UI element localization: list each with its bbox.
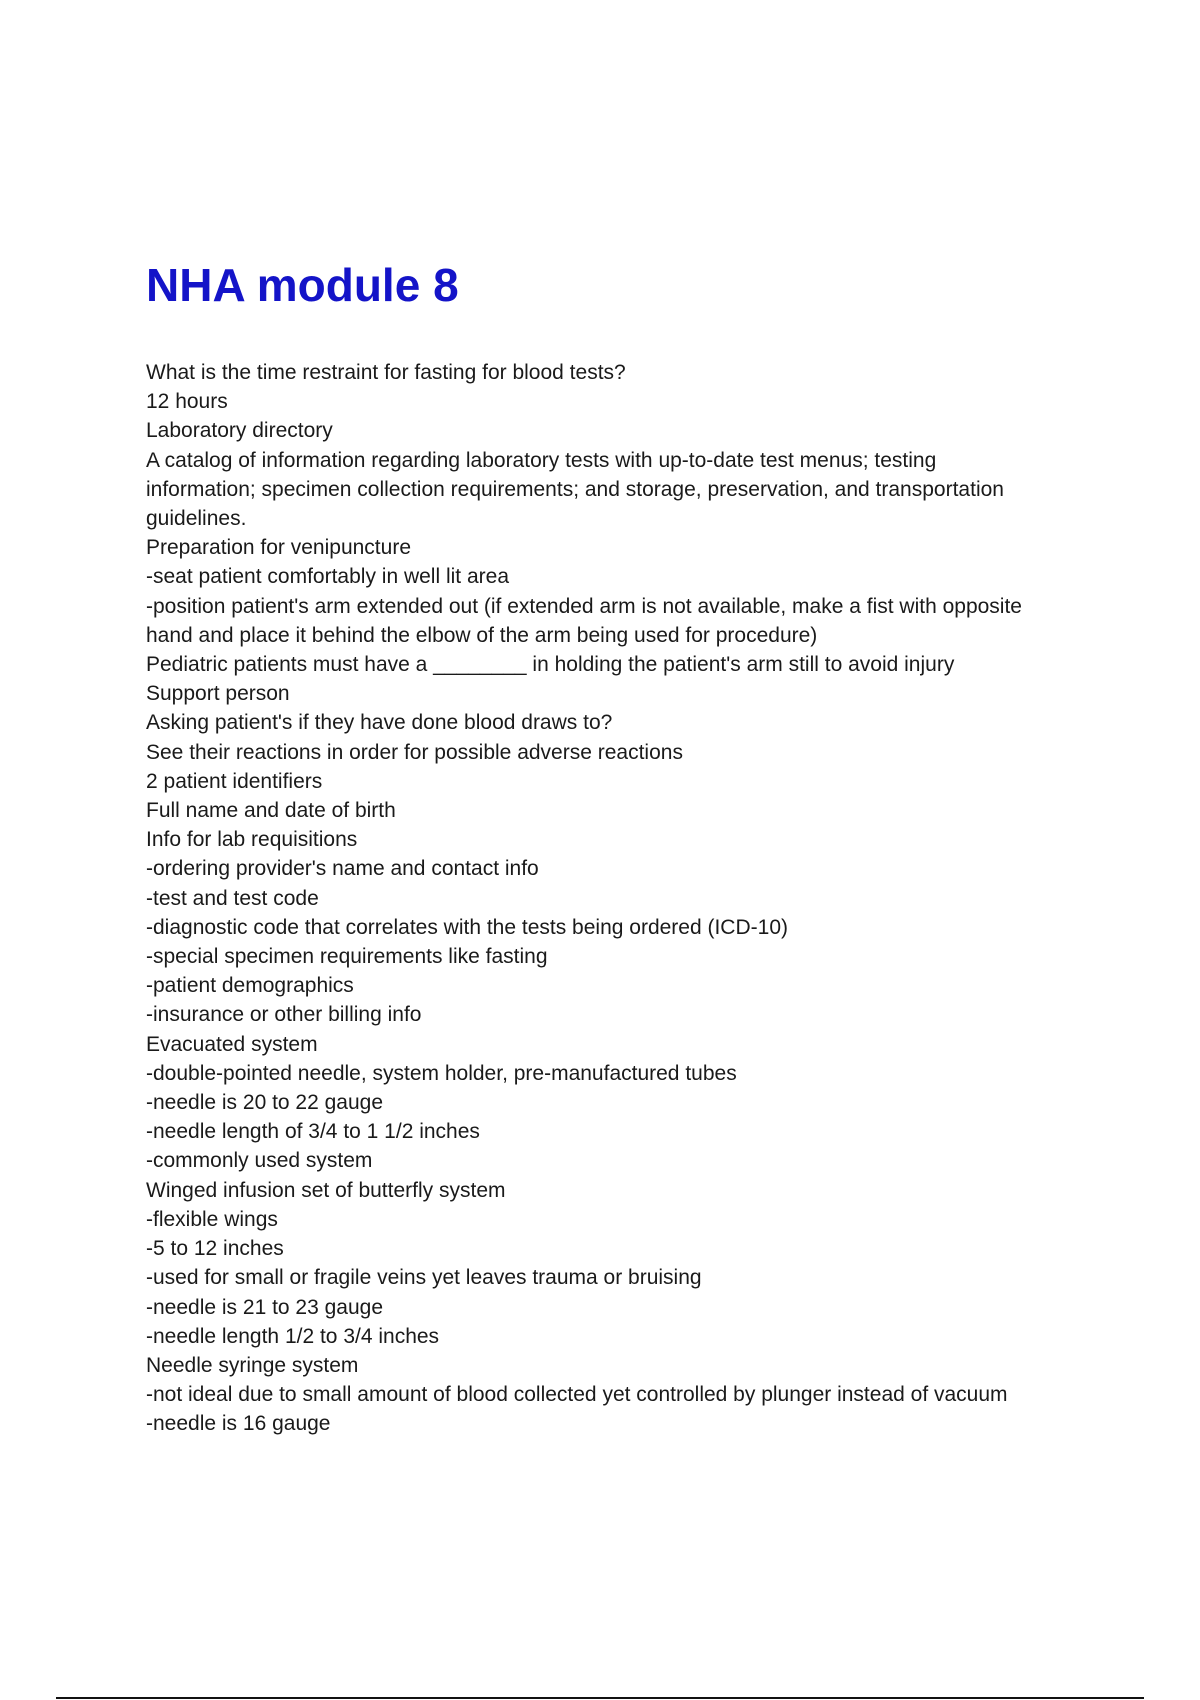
body-line: -not ideal due to small amount of blood collected yet controlled by plunger instead of vacuum [146, 1383, 1008, 1407]
document-title: NHA module 8 [146, 259, 459, 311]
body-line: -insurance or other billing info [146, 1003, 422, 1027]
body-line: -double-pointed needle, system holder, pre-manufactured tubes [146, 1061, 737, 1085]
body-line: Support person [146, 682, 290, 706]
body-line: -needle length 1/2 to 3/4 inches [146, 1324, 440, 1348]
body-line: guidelines. [146, 507, 247, 531]
body-line: 12 hours [146, 390, 228, 414]
body-line: Pediatric patients must have a ________ in holding the patient's arm still to avoid injury [146, 653, 955, 677]
body-line: Asking patient's if they have done blood draws to? [146, 711, 613, 735]
footer-divider [56, 1697, 1144, 1699]
body-line: See their reactions in order for possible adverse reactions [146, 740, 683, 764]
body-line: A catalog of information regarding laboratory tests with up-to-date test menus; testing [146, 448, 937, 472]
body-line: 2 patient identifiers [146, 769, 323, 793]
body-line: Evacuated system [146, 1032, 318, 1056]
body-line: Winged infusion set of butterfly system [146, 1178, 506, 1202]
body-line: -needle is 20 to 22 gauge [146, 1091, 384, 1115]
body-line: hand and place it behind the elbow of the arm being used for procedure) [146, 623, 818, 647]
body-line: -special specimen requirements like fasting [146, 945, 548, 969]
body-line: -seat patient comfortably in well lit area [146, 565, 509, 589]
body-line: -flexible wings [146, 1207, 278, 1231]
body-line: What is the time restraint for fasting for blood tests? [146, 361, 626, 384]
body-line: Needle syringe system [146, 1353, 359, 1377]
body-line: -used for small or fragile veins yet leaves trauma or bruising [146, 1266, 702, 1290]
body-line: Full name and date of birth [146, 799, 396, 823]
body-line: information; specimen collection requirements; and storage, preservation, and transportation [146, 477, 1004, 501]
body-line: -position patient's arm extended out (if extended arm is not available, make a fist with opposite [146, 594, 1022, 618]
body-line: Laboratory directory [146, 419, 333, 443]
body-line: -test and test code [146, 886, 319, 910]
body-line: -diagnostic code that correlates with the tests being ordered (ICD-10) [146, 915, 788, 939]
body-line: Info for lab requisitions [146, 828, 358, 852]
body-line: -patient demographics [146, 974, 354, 998]
document-body [146, 358, 1086, 1439]
body-line: -needle is 16 gauge [146, 1412, 331, 1436]
body-line: -ordering provider's name and contact info [146, 857, 539, 881]
body-line: -commonly used system [146, 1149, 373, 1173]
body-line: Preparation for venipuncture [146, 536, 411, 560]
body-line: -needle is 21 to 23 gauge [146, 1295, 384, 1319]
body-line: -needle length of 3/4 to 1 1/2 inches [146, 1120, 480, 1144]
body-line: -5 to 12 inches [146, 1237, 284, 1261]
